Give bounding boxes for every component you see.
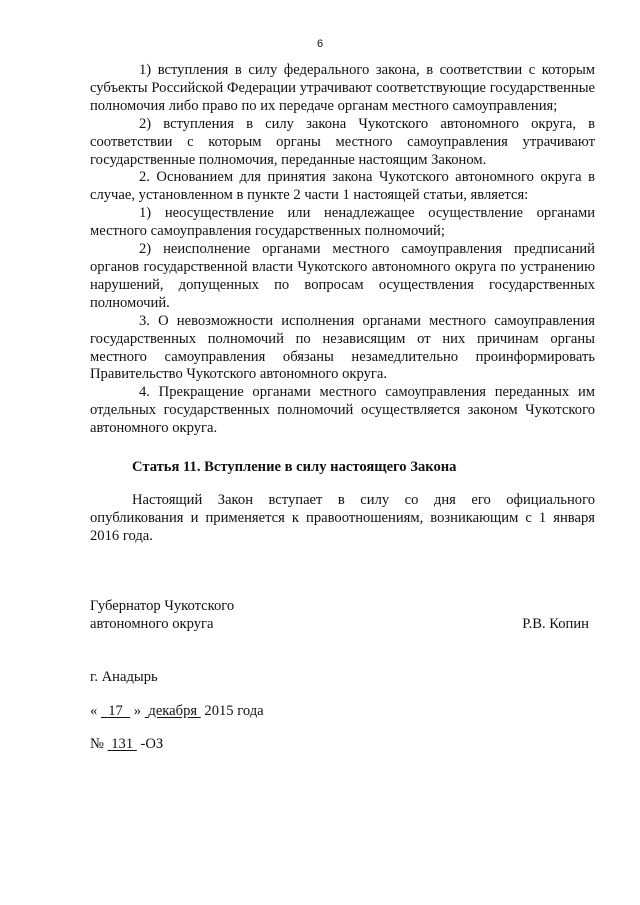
signatory-position-line-2: автономного округа <box>90 616 214 632</box>
law-number <box>90 736 163 753</box>
article-11-text: Настоящий Закон вступает в силу со дня его официального опубликования и применяется к правоотношениям, возникающим с 1 января 2016 года. <box>90 492 595 544</box>
signatory-name: Р.В. Копин <box>522 616 589 632</box>
signatory-position-line-1: Губернатор Чукотского <box>90 598 235 614</box>
paragraph-non-compliance: 2) неисполнение органами местного самоуправления предписаний органов государственной власти Чукотского автономного округа по устранению нарушений, допущенных по вопросам осуществления государственных полномочий. <box>90 241 595 311</box>
law-number-prefix: № <box>90 736 104 752</box>
signing-date <box>90 703 264 720</box>
date-month: декабря <box>148 703 198 719</box>
paragraph-part-2: 2. Основанием для принятия закона Чукотского автономного округа в случае, установленном в пункте 2 части 1 настоящей статьи, является: <box>90 169 595 204</box>
date-close-quote: » <box>133 703 142 719</box>
article-10-continuation <box>90 62 595 438</box>
signature-block <box>90 597 595 633</box>
law-number-suffix: -ОЗ <box>140 736 164 752</box>
paragraph-non-performance: 1) неосуществление или ненадлежащее осуществление органами местного самоуправления государственных полномочий; <box>90 205 595 240</box>
date-day: 17 <box>108 703 123 719</box>
date-open-quote: « <box>90 703 98 719</box>
paragraph-federal-law: 1) вступления в силу федерального закона, в соответствии с которым субъекты Российской Федерации утрачивают соответствующие государственные полномочия либо право по их передаче органам местного самоуправления; <box>90 62 595 114</box>
paragraph-regional-law: 2) вступления в силу закона Чукотского автономного округа, в соответствии с которым органы местного самоуправления утрачивают государственные полномочия, переданные настоящим Законом. <box>90 115 595 168</box>
article-11-title: Статья 11. Вступление в силу настоящего Закона <box>132 459 457 475</box>
paragraph-part-4: 4. Прекращение органами местного самоуправления переданных им отдельных государственных полномочий осуществляется законом Чукотского автономного округа. <box>90 384 595 437</box>
paragraph-part-3: 3. О невозможности исполнения органами местного самоуправления государственных полномочий по независящим от них причинам органы местного самоуправления обязаны незамедлительно проинформировать Правительство Чукотского автономного округа. <box>90 312 595 383</box>
place-of-signing: г. Анадырь <box>90 669 158 685</box>
date-year: 2015 года <box>204 703 264 719</box>
page-number: 6 <box>316 38 324 50</box>
law-number-value: 131 <box>111 736 134 752</box>
